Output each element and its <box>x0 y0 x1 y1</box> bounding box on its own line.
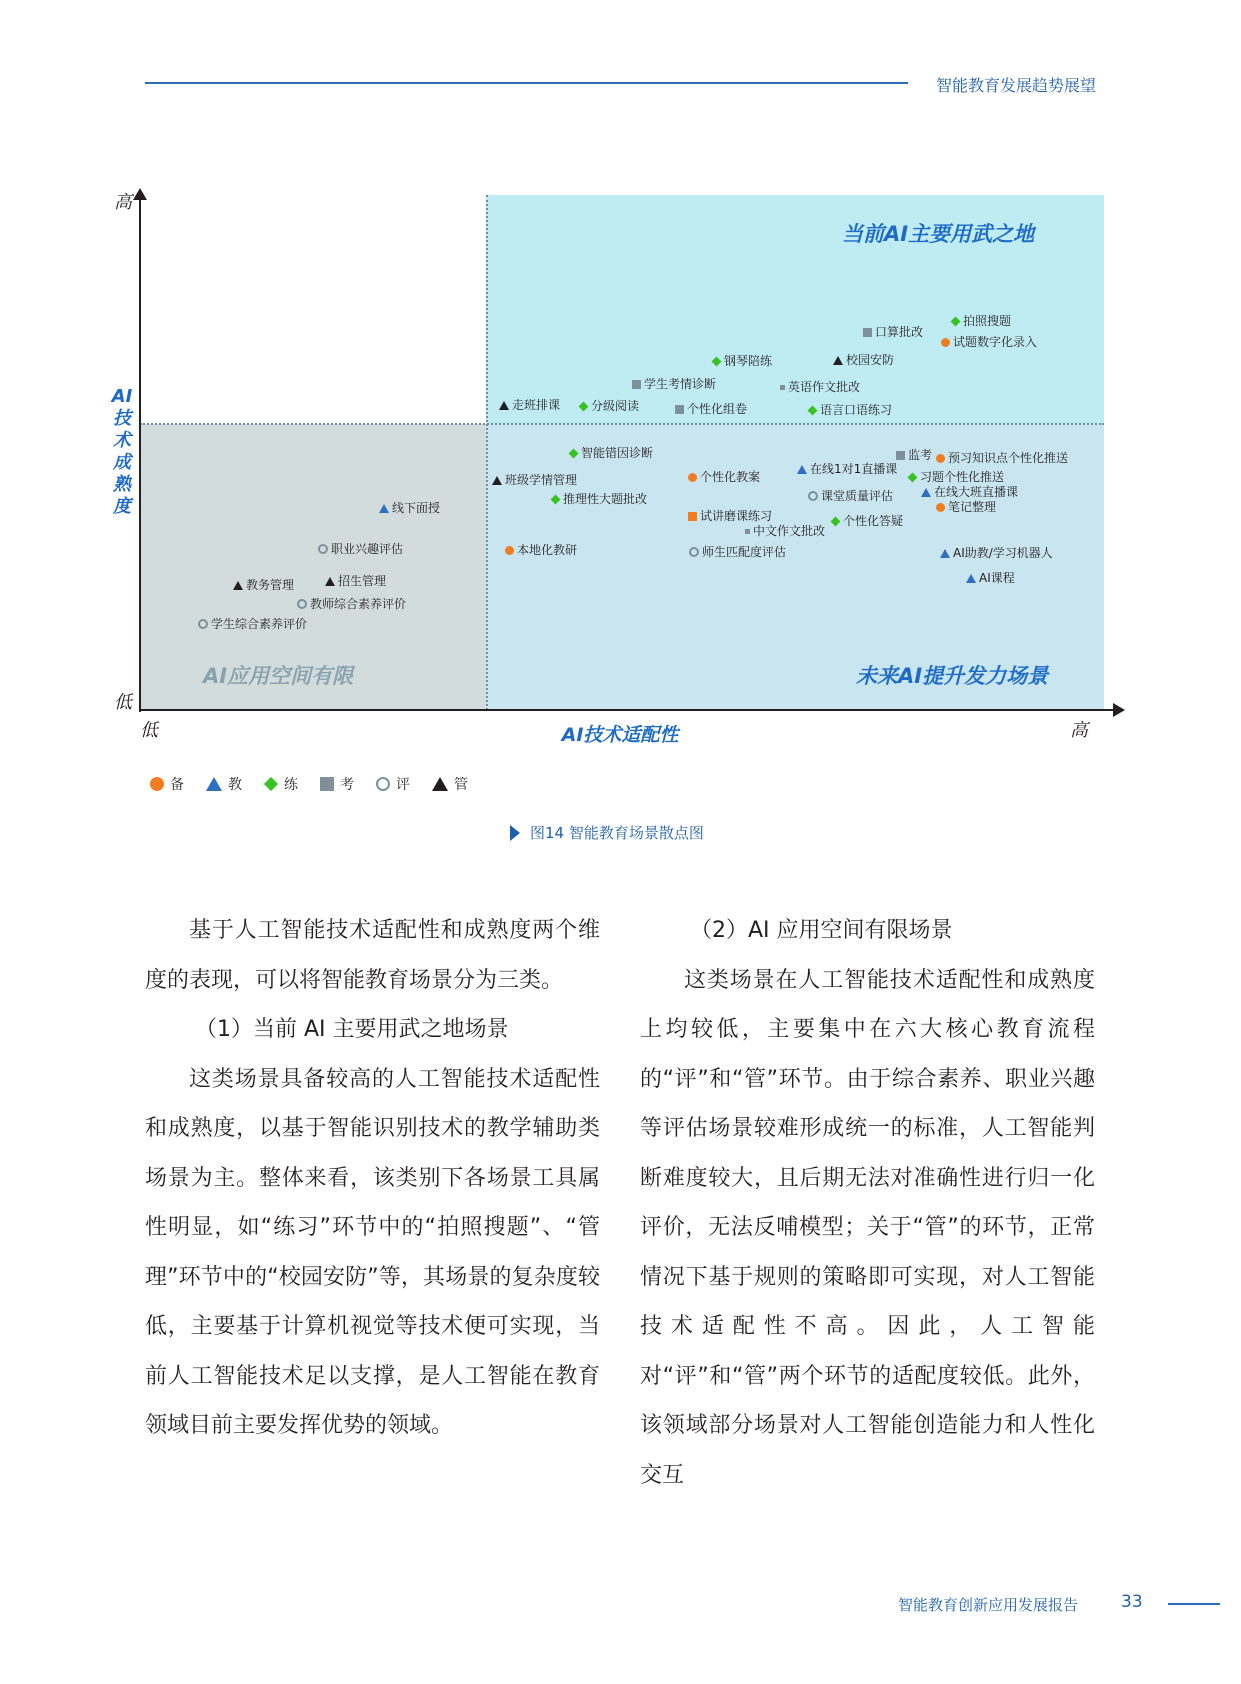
point-label: 中文作文批改 <box>753 524 826 538</box>
point-ai-zhujiao <box>940 546 1053 560</box>
legend-label: 评 <box>396 777 410 793</box>
point-label: 走班排课 <box>512 398 561 412</box>
practice-diamond-icon <box>712 356 722 366</box>
point-label: 本地化教研 <box>517 543 578 557</box>
point-xianxia-mianshou <box>379 501 440 515</box>
manage-triangle-icon <box>499 401 509 410</box>
quadrant-label-top-right: 当前AI主要用武之地 <box>842 222 1035 246</box>
prepare-circle-icon <box>936 454 945 463</box>
legend-item-ping <box>376 774 410 794</box>
prepare-square-icon <box>688 512 697 521</box>
point-ai-kecheng <box>966 571 1015 585</box>
point-label: 英语作文批改 <box>788 380 861 394</box>
point-label: 拍照搜题 <box>963 314 1012 328</box>
point-shijiang-moke <box>688 509 772 523</box>
legend-item-bei <box>150 774 184 794</box>
page-number: 33 <box>1121 1592 1143 1612</box>
point-label: 学生综合素养评价 <box>211 617 308 631</box>
legend-label: 管 <box>454 777 468 793</box>
legend-item-guan <box>432 774 468 794</box>
manage-triangle-icon <box>492 476 502 485</box>
point-label: 试讲磨课练习 <box>700 509 773 523</box>
y-axis-label <box>108 386 136 518</box>
point-label: 校园安防 <box>846 353 895 367</box>
manage-triangle-icon <box>432 777 448 791</box>
running-footer: 智能教育创新应用发展报告 <box>898 1596 1079 1614</box>
point-label: 职业兴趣评估 <box>331 542 404 556</box>
body-column-left <box>145 906 600 1451</box>
evaluate-ring-icon <box>376 777 390 791</box>
y-axis-label-char: 技 <box>113 408 131 429</box>
point-xuesheng-kaoqing <box>632 377 716 391</box>
evaluate-ring-icon <box>318 544 328 554</box>
point-label: AI助教/学习机器人 <box>953 546 1053 560</box>
x-axis-label: AI技术适配性 <box>561 724 679 746</box>
point-label: 课堂质量评估 <box>821 489 894 503</box>
point-shisheng-pipei <box>689 545 786 559</box>
teach-triangle-icon <box>206 777 222 791</box>
point-label: 推理性大题批改 <box>563 492 648 506</box>
point-gexinghua-zujuan <box>675 402 747 416</box>
teach-triangle-icon <box>797 465 807 474</box>
point-fenji-yuedu <box>579 399 639 413</box>
point-xiaoyuan-anfang <box>833 353 894 367</box>
point-label: 智能错因诊断 <box>581 446 654 460</box>
point-label: 教师综合素养评价 <box>310 597 407 611</box>
practice-diamond-icon <box>908 472 918 482</box>
exam-square-icon <box>745 529 750 534</box>
point-jiaoshi-suyang <box>297 597 406 611</box>
quadrant-label-bottom-right: 未来AI提升发力场景 <box>856 664 1049 688</box>
paragraph: 这类场景具备较高的人工智能技术适配性和成熟度，以基于智能识别技术的教学辅助类场景为主。整体来看，该类别下各场景工具属性明显，如“练习”环节中的“拍照搜题”、“管理”环节中的“校园安防”等，其场景的复杂度较低，主要基于计算机视觉等技术便可实现，当前人工智能技术足以支撑，是人工智能在教育领域目前主要发挥优势的领域。 <box>145 1066 600 1438</box>
point-label: 在线1对1直播课 <box>810 462 898 476</box>
point-zaixian-1v1 <box>797 462 897 476</box>
y-axis-label-char: 术 <box>113 430 131 451</box>
x-axis <box>139 709 1116 711</box>
point-label: 笔记整理 <box>948 500 997 514</box>
prepare-circle-icon <box>936 503 945 512</box>
practice-diamond-icon <box>808 405 818 415</box>
teach-triangle-icon <box>921 488 931 497</box>
point-label: 线下面授 <box>392 501 441 515</box>
y-axis-label-char: 成 <box>113 452 131 473</box>
point-biji-zhengli <box>936 500 996 514</box>
point-label: 语言口语练习 <box>820 403 893 417</box>
point-label: 预习知识点个性化推送 <box>948 451 1069 465</box>
point-xuesheng-suyang <box>198 617 307 631</box>
y-axis-label-char: 熟 <box>113 474 131 495</box>
y-axis-high: 高 <box>114 192 132 213</box>
paragraph: 这类场景在人工智能技术适配性和成熟度上均较低，主要集中在六大核心教育流程的“评”和“管”环节。由于综合素养、职业兴趣等评估场景较难形成统一的标准，人工智能判断难度较大，且后期无法对准确性进行归一化评价，无法反哺模型；关于“管”的环节，正常情况下基于规则的策略即可实现，对人工智能技术适配性不高。因此，人工智能对“评”和“管”两个环节的适配度较低。此外，该领域部分场景对人工智能创造能力和人性化交互 <box>640 967 1095 1488</box>
manage-triangle-icon <box>325 577 335 586</box>
point-label: 习题个性化推送 <box>920 470 1005 484</box>
teach-triangle-icon <box>966 574 976 583</box>
point-bendihua-jiaoyan <box>505 543 577 557</box>
point-jiankao <box>896 448 932 462</box>
x-axis-high: 高 <box>1070 720 1088 741</box>
point-label: 监考 <box>908 448 933 462</box>
point-zouban-paike <box>499 398 560 412</box>
exam-square-icon <box>632 380 641 389</box>
point-label: 个性化组卷 <box>687 402 748 416</box>
point-label: 在线大班直播课 <box>934 485 1019 499</box>
point-yingyu-zuowen <box>780 380 860 394</box>
prepare-circle-icon <box>505 546 514 555</box>
manage-triangle-icon <box>833 356 843 365</box>
point-cuoyin-zhenduan <box>569 446 653 460</box>
caption-text: 图14 智能教育场景散点图 <box>530 824 704 842</box>
point-zhaosheng-guanli <box>325 574 386 588</box>
point-zaixian-daban <box>921 485 1018 499</box>
quadrant-label-bottom-left: AI应用空间有限 <box>203 664 354 688</box>
point-shiti-luru <box>941 335 1037 349</box>
point-yuxi-tuisong <box>936 451 1068 465</box>
caption-arrow-icon <box>510 825 520 841</box>
footer-rule <box>1168 1603 1220 1605</box>
paragraph: 基于人工智能技术适配性和成熟度两个维度的表现，可以将智能教育场景分为三类。 <box>145 918 600 993</box>
point-gexinghua-dayi <box>831 514 903 528</box>
point-label: 钢琴陪练 <box>724 354 773 368</box>
legend-label: 练 <box>284 777 298 793</box>
legend-item-jiao <box>206 774 242 794</box>
point-jiaowu-guanli <box>233 578 294 592</box>
subheading: （2）AI 应用空间有限场景 <box>690 918 953 943</box>
manage-triangle-icon <box>233 581 243 590</box>
legend-item-lian <box>264 774 298 794</box>
header-rule <box>145 82 908 84</box>
point-label: 分级阅读 <box>591 399 640 413</box>
point-zhiye-xingqu <box>318 542 403 556</box>
x-axis-arrow <box>1113 703 1125 717</box>
exam-square-icon <box>675 405 684 414</box>
point-label: 个性化教案 <box>700 470 761 484</box>
point-label: 口算批改 <box>875 325 924 339</box>
prepare-circle-icon <box>941 338 950 347</box>
evaluate-ring-icon <box>198 619 208 629</box>
evaluate-ring-icon <box>808 491 818 501</box>
prepare-circle-icon <box>150 777 164 791</box>
divider-vertical <box>486 195 488 710</box>
divider-horizontal <box>140 423 1104 425</box>
prepare-circle-icon <box>688 473 697 482</box>
y-axis-label-char: AI <box>111 386 133 407</box>
y-axis-low: 低 <box>114 692 132 713</box>
evaluate-ring-icon <box>297 599 307 609</box>
y-axis-label-char: 度 <box>113 496 131 517</box>
y-axis-arrow <box>133 188 147 200</box>
body-column-right <box>640 906 1095 1500</box>
practice-diamond-icon <box>264 777 278 791</box>
point-label: 班级学情管理 <box>505 473 578 487</box>
point-zhongwen-zuowen <box>745 524 825 538</box>
point-gangqin <box>712 354 772 368</box>
practice-diamond-icon <box>951 316 961 326</box>
point-banji-xueqing <box>492 473 577 487</box>
legend-item-kao <box>320 774 354 794</box>
point-label: 试题数字化录入 <box>953 335 1038 349</box>
exam-square-icon <box>320 777 334 791</box>
point-label: 招生管理 <box>338 574 387 588</box>
point-label: 个性化答疑 <box>843 514 904 528</box>
practice-diamond-icon <box>569 448 579 458</box>
subheading: （1）当前 AI 主要用武之地场景 <box>195 1017 509 1042</box>
chart-legend <box>150 774 468 794</box>
running-header: 智能教育发展趋势展望 <box>936 76 1097 95</box>
legend-label: 考 <box>340 777 354 793</box>
point-label: 学生考情诊断 <box>644 377 717 391</box>
point-xiti-tuisong <box>908 470 1004 484</box>
legend-label: 教 <box>228 777 242 793</box>
practice-diamond-icon <box>551 494 561 504</box>
practice-diamond-icon <box>579 401 589 411</box>
evaluate-ring-icon <box>689 547 699 557</box>
teach-triangle-icon <box>379 504 389 513</box>
legend-label: 备 <box>170 777 184 793</box>
exam-square-icon <box>863 328 872 337</box>
point-label: 师生匹配度评估 <box>702 545 787 559</box>
exam-square-icon <box>780 385 785 390</box>
x-axis-low: 低 <box>140 720 158 741</box>
practice-diamond-icon <box>831 516 841 526</box>
teach-triangle-icon <box>940 549 950 558</box>
point-yuyan-kouyu <box>808 403 892 417</box>
point-label: AI课程 <box>979 571 1015 585</box>
point-gexinghua-jiaoan <box>688 470 760 484</box>
y-axis <box>139 195 141 712</box>
point-paizhao-soti <box>951 314 1011 328</box>
point-kousuan-pigai <box>863 325 923 339</box>
point-ketang-zhiliang <box>808 489 893 503</box>
figure-caption <box>510 822 704 843</box>
point-tuilixing-pigai <box>551 492 647 506</box>
exam-square-icon <box>896 451 905 460</box>
point-label: 教务管理 <box>246 578 295 592</box>
